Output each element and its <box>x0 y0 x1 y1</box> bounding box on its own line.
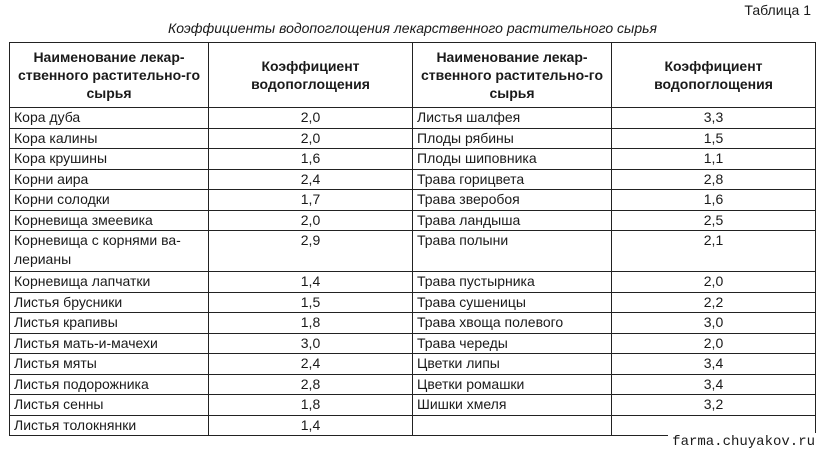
table-number: Таблица 1 <box>744 2 811 18</box>
left-value-cell: 1,5 <box>209 292 413 313</box>
left-value-cell: 2,4 <box>209 169 413 190</box>
left-name-cell: Листья подорожника <box>10 374 209 395</box>
table-row <box>10 333 816 354</box>
right-value-cell: 1,1 <box>612 149 816 170</box>
right-name-cell: Трава зверобоя <box>413 190 612 211</box>
left-value-cell: 1,8 <box>209 395 413 416</box>
left-name-cell: Листья мяты <box>10 354 209 375</box>
absorption-table <box>9 42 816 436</box>
table-row <box>10 128 816 149</box>
left-name-cell: Листья толокнянки <box>10 415 209 436</box>
left-name-cell: Кора дуба <box>10 108 209 129</box>
right-name-cell: Плоды рябины <box>413 128 612 149</box>
right-name-cell: Трава пустырника <box>413 272 612 293</box>
left-name-cell: Корни аира <box>10 169 209 190</box>
left-name-cell: Листья мать-и-мачехи <box>10 333 209 354</box>
right-value-cell: 2,0 <box>612 333 816 354</box>
left-value-cell: 1,4 <box>209 415 413 436</box>
left-value-cell: 1,6 <box>209 149 413 170</box>
right-value-cell: 3,0 <box>612 313 816 334</box>
left-value-cell: 2,0 <box>209 128 413 149</box>
left-value-cell: 1,4 <box>209 272 413 293</box>
table-row <box>10 374 816 395</box>
table-row <box>10 169 816 190</box>
table-row <box>10 292 816 313</box>
right-value-cell: 3,4 <box>612 374 816 395</box>
table-row <box>10 149 816 170</box>
table-caption: Коэффициенты водопоглощения лекарственного растительного сырья <box>168 20 657 36</box>
table-row <box>10 395 816 416</box>
left-value-cell: 2,0 <box>209 210 413 231</box>
left-name-cell: Корни солодки <box>10 190 209 211</box>
right-name-cell: Трава ландыша <box>413 210 612 231</box>
right-name-cell: Трава сушеницы <box>413 292 612 313</box>
table-row <box>10 231 816 272</box>
left-value-cell: 1,7 <box>209 190 413 211</box>
left-value-cell: 2,4 <box>209 354 413 375</box>
table-row <box>10 354 816 375</box>
header-coef-right: Коэффициент водопоглощения <box>612 43 816 108</box>
left-name-cell: Кора крушины <box>10 149 209 170</box>
left-name-cell: Корневища лапчатки <box>10 272 209 293</box>
right-name-cell: Цветки липы <box>413 354 612 375</box>
right-value-cell: 2,2 <box>612 292 816 313</box>
header-coef-left: Коэффициент водопоглощения <box>209 43 413 108</box>
right-name-cell <box>413 415 612 436</box>
left-name-cell: Корневища с корнями ва-лерианы <box>10 231 209 272</box>
table-row <box>10 313 816 334</box>
right-name-cell: Трава череды <box>413 333 612 354</box>
right-value-cell: 3,3 <box>612 108 816 129</box>
header-row <box>10 43 816 108</box>
left-name-cell: Корневища змеевика <box>10 210 209 231</box>
right-name-cell: Листья шалфея <box>413 108 612 129</box>
left-value-cell: 2,0 <box>209 108 413 129</box>
left-name-cell: Листья крапивы <box>10 313 209 334</box>
table-row <box>10 108 816 129</box>
header-name-left: Наименование лекар-ственного растительно-го сырья <box>10 43 209 108</box>
right-value-cell: 1,6 <box>612 190 816 211</box>
table-row <box>10 210 816 231</box>
right-name-cell: Цветки ромашки <box>413 374 612 395</box>
left-value-cell: 3,0 <box>209 333 413 354</box>
table-row <box>10 272 816 293</box>
right-value-cell: 3,4 <box>612 354 816 375</box>
watermark: farma.chuyakov.ru <box>668 433 819 451</box>
right-value-cell: 2,5 <box>612 210 816 231</box>
right-value-cell: 3,2 <box>612 395 816 416</box>
left-value-cell: 2,8 <box>209 374 413 395</box>
header-name-right: Наименование лекар-ственного растительно-го сырья <box>413 43 612 108</box>
right-value-cell: 2,0 <box>612 272 816 293</box>
left-name-cell: Кора калины <box>10 128 209 149</box>
right-value-cell: 2,1 <box>612 231 816 272</box>
right-name-cell: Трава горицвета <box>413 169 612 190</box>
left-name-cell: Листья брусники <box>10 292 209 313</box>
right-name-cell: Трава полыни <box>413 231 612 272</box>
right-name-cell: Трава хвоща полевого <box>413 313 612 334</box>
left-value-cell: 2,9 <box>209 231 413 272</box>
right-name-cell: Плоды шиповника <box>413 149 612 170</box>
left-name-cell: Листья сенны <box>10 395 209 416</box>
right-name-cell: Шишки хмеля <box>413 395 612 416</box>
right-value-cell: 2,8 <box>612 169 816 190</box>
left-value-cell: 1,8 <box>209 313 413 334</box>
right-value-cell: 1,5 <box>612 128 816 149</box>
table-row <box>10 190 816 211</box>
